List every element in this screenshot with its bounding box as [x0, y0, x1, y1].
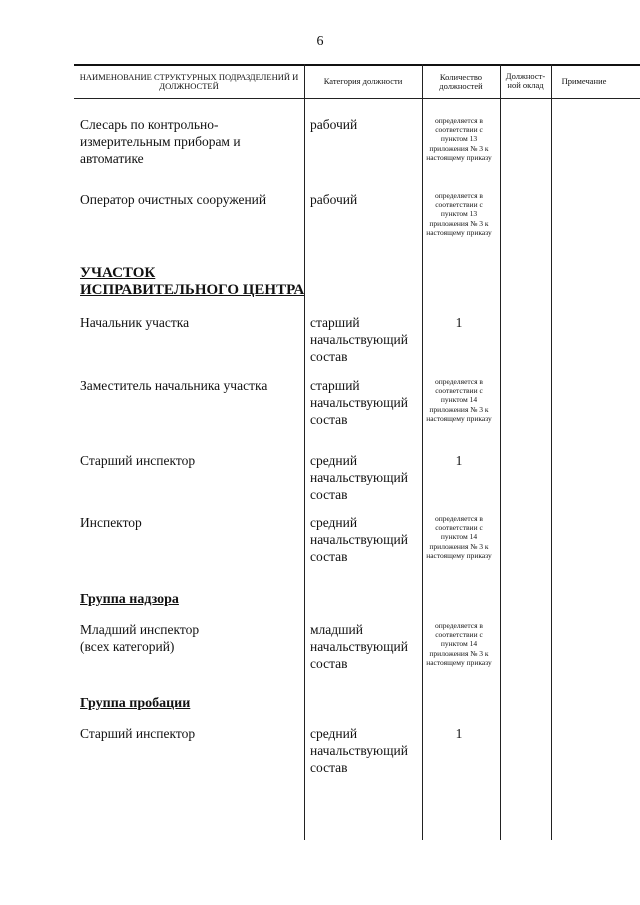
- position-category: младший начальствующий состав: [310, 622, 408, 671]
- header-salary: Должност-ной оклад: [505, 70, 546, 90]
- header-name: НАИМЕНОВАНИЕ СТРУКТУРНЫХ ПОДРАЗДЕЛЕНИЙ И ДОЛЖНОСТЕЙ: [79, 71, 299, 91]
- section-heading: УЧАСТОК ИСПРАВИТЕЛЬНОГО ЦЕНТРА: [80, 265, 305, 298]
- position-name: Старший инспектор: [80, 726, 196, 741]
- position-category: рабочий: [310, 117, 358, 132]
- position-name: Начальник участка: [80, 315, 190, 330]
- section-heading: Группа надзора: [80, 592, 179, 607]
- column-divider: [551, 64, 552, 840]
- position-category: старший начальствующий состав: [310, 378, 408, 427]
- header-bottom-border: [74, 98, 640, 99]
- position-name: Заместитель начальника участка: [80, 378, 268, 393]
- position-name: Старший инспектор: [80, 453, 196, 468]
- position-category: средний начальствующий состав: [310, 515, 408, 564]
- position-quantity: определяется в соответствии с пунктом 13 приложения № 3 к настоящему приказу: [426, 116, 492, 162]
- position-category: средний начальствующий состав: [310, 453, 408, 502]
- position-quantity: определяется в соответствии с пунктом 14 приложения № 3 к настоящему приказу: [426, 514, 492, 560]
- column-divider: [500, 64, 501, 840]
- page-number: 6: [316, 34, 324, 49]
- position-name: Инспектор: [80, 515, 142, 530]
- position-name: Младший инспектор (всех категорий): [80, 622, 200, 654]
- header-note: Примечание: [561, 76, 607, 87]
- position-name: Слесарь по контрольно-измерительным приборам и автоматике: [80, 117, 241, 166]
- position-quantity: 1: [455, 315, 463, 330]
- position-category: средний начальствующий состав: [310, 726, 408, 775]
- position-quantity: 1: [455, 453, 463, 468]
- header-quantity: Количество должностей: [439, 71, 483, 91]
- table-top-border: [74, 64, 640, 66]
- position-quantity: определяется в соответствии с пунктом 14 приложения № 3 к настоящему приказу: [426, 621, 492, 667]
- header-category: Категория должности: [323, 76, 403, 87]
- position-quantity: 1: [455, 726, 463, 741]
- position-quantity: определяется в соответствии с пунктом 13 приложения № 3 к настоящему приказу: [426, 191, 492, 237]
- section-heading: Группа пробации: [80, 696, 191, 711]
- staff-table: [74, 64, 640, 840]
- position-quantity: определяется в соответствии с пунктом 14 приложения № 3 к настоящему приказу: [426, 377, 492, 423]
- position-category: рабочий: [310, 192, 358, 207]
- position-category: старший начальствующий состав: [310, 315, 408, 364]
- position-name: Оператор очистных сооружений: [80, 192, 267, 207]
